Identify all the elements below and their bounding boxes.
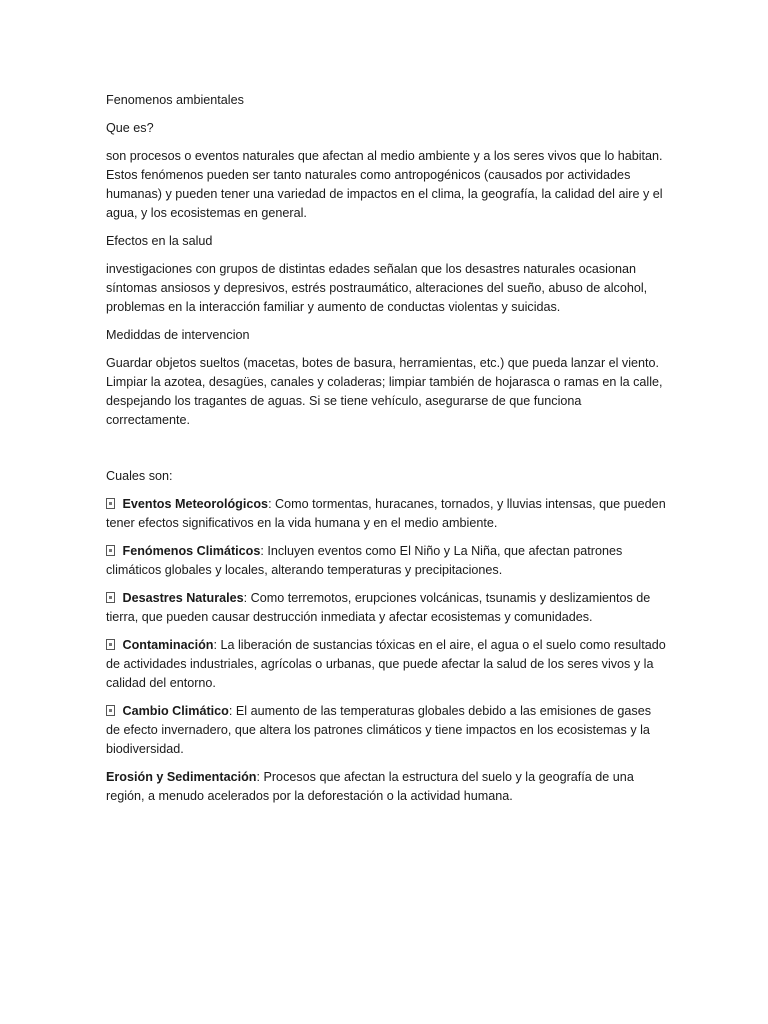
document-title: Fenomenos ambientales [106, 93, 244, 107]
list-item [106, 495, 666, 533]
list-item-description: : La liberación de sustancias tóxicas en el aire, el agua o el suelo como resultado de actividades industriales, agrícolas o urbanas, que puede afectar la salud de los seres vivos y la calidad del entorno. [106, 638, 666, 690]
missing-glyph-bullet-icon [106, 498, 115, 509]
list-item [106, 702, 666, 759]
section-heading-que-es: Que es? [106, 121, 154, 135]
section-heading-health: Efectos en la salud [106, 234, 213, 248]
list-item-description: : El aumento de las temperaturas globales debido a las emisiones de gases de efecto invernadero, que altera los patrones climáticos y tiene impactos en los ecosistemas y la biodiversidad. [106, 704, 652, 756]
section-heading-intervention: Mediddas de intervencion [106, 328, 250, 342]
missing-glyph-bullet-icon [106, 705, 115, 716]
document-page [106, 91, 666, 806]
missing-glyph-bullet-icon [106, 639, 115, 650]
list-item [106, 542, 666, 580]
list-item [106, 636, 666, 693]
section-heading-list: Cuales son: [106, 469, 173, 483]
missing-glyph-bullet-icon [106, 545, 115, 556]
list-item [106, 589, 666, 627]
intervention-paragraph: Guardar objetos sueltos (macetas, botes de basura, herramientas, etc.) que pueda lanzar el viento. Limpiar la azotea, desagües, canales y coladeras; limpiar también de hojarasca o ramas en la calle, despejando los tragantes de aguas. Si se tiene vehículo, asegurarse de que funciona correctamente. [106, 356, 663, 427]
list-item-description: : Procesos que afectan la estructura del suelo y la geografía de una región, a menudo acelerados por la deforestación o la actividad humana. [106, 770, 634, 803]
list-item-term: Erosión y Sedimentación [106, 770, 257, 784]
list-item-term: Eventos Meteorológicos [122, 497, 269, 511]
list-item-term: Cambio Climático [122, 704, 229, 718]
missing-glyph-bullet-icon [106, 592, 115, 603]
list-item-description: : Incluyen eventos como El Niño y La Niña, que afectan patrones climáticos globales y locales, alterando temperaturas y precipitaciones. [106, 544, 623, 577]
list-item-term: Desastres Naturales [122, 591, 244, 605]
health-paragraph: investigaciones con grupos de distintas edades señalan que los desastres naturales ocasionan síntomas ansiosos y depresivos, estrés postraumático, alteraciones del sueño, abuso de alcohol, problemas en la interacción familiar y aumento de conductas violentas y suicidas. [106, 262, 648, 314]
list-item-description: : Como tormentas, huracanes, tornados, y lluvias intensas, que pueden tener efectos significativos en la vida humana y en el medio ambiente. [106, 497, 666, 530]
definition-paragraph: son procesos o eventos naturales que afectan al medio ambiente y a los seres vivos que lo habitan. Estos fenómenos pueden ser tanto naturales como antropogénicos (causados por actividades humanas) y pueden tener una variedad de impactos en el clima, la geografía, la calidad del aire y el agua, y los ecosistemas en general. [106, 149, 663, 220]
list-item-term: Contaminación [122, 638, 214, 652]
list-item-description: : Como terremotos, erupciones volcánicas, tsunamis y deslizamientos de tierra, que pueden causar destrucción inmediata y afectar ecosistemas y comunidades. [106, 591, 651, 624]
list-item [106, 768, 666, 806]
list-item-term: Fenómenos Climáticos [122, 544, 261, 558]
